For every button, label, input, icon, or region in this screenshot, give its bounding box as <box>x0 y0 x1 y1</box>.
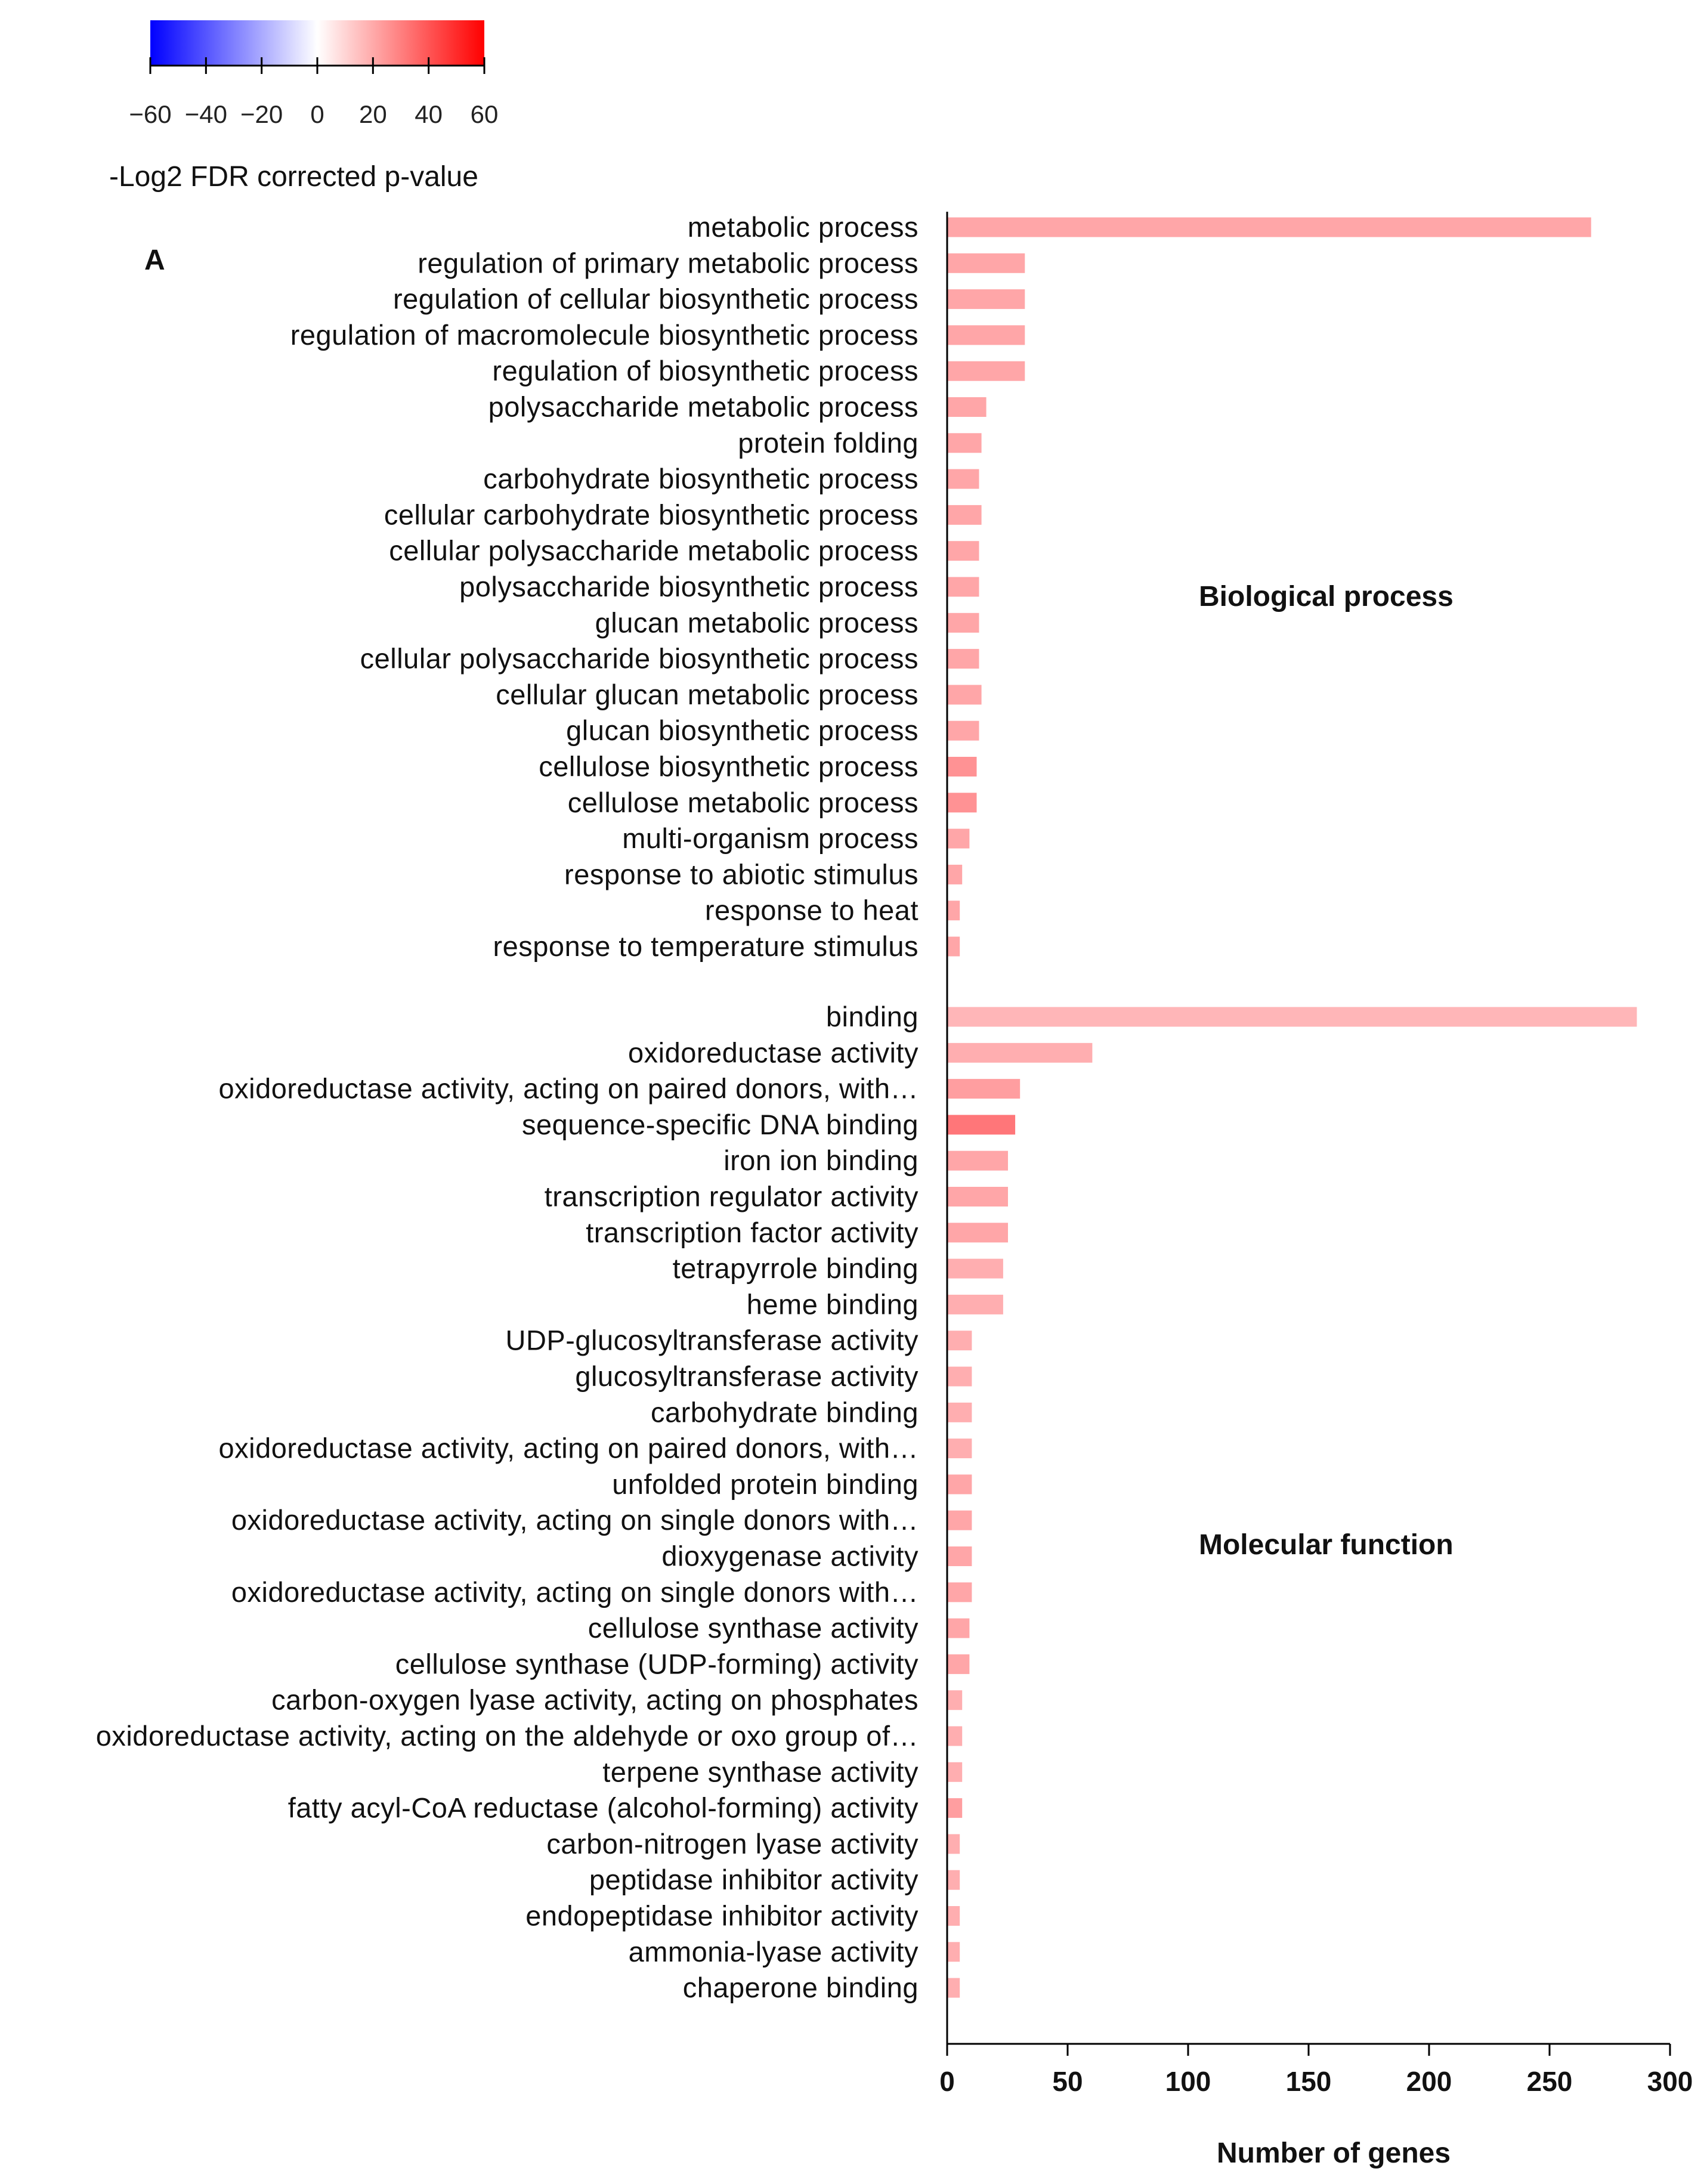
bar-biological-process-12 <box>948 649 979 669</box>
category-label: regulation of macromolecule biosynthetic process <box>290 318 919 351</box>
category-label: oxidoreductase activity, acting on the aldehyde or oxo group of… <box>95 1720 919 1752</box>
bar-biological-process-10 <box>948 577 979 597</box>
bar-biological-process-15 <box>948 757 977 777</box>
bar-molecular-function-25 <box>948 1906 960 1926</box>
panel-label: A <box>144 245 165 276</box>
bar-biological-process-13 <box>948 685 982 704</box>
category-label: tetrapyrrole binding <box>672 1252 919 1285</box>
category-label: cellular polysaccharide metabolic process <box>389 534 919 567</box>
bar-molecular-function-7 <box>948 1259 1003 1279</box>
bar-biological-process-2 <box>948 289 1025 309</box>
category-label: glucosyltransferase activity <box>575 1360 919 1392</box>
category-label: unfolded protein binding <box>612 1468 919 1500</box>
bar-biological-process-5 <box>948 397 987 417</box>
x-tick-label: 200 <box>1406 2066 1452 2097</box>
category-label: polysaccharide metabolic process <box>488 391 919 423</box>
bar-biological-process-17 <box>948 829 969 849</box>
category-label: regulation of cellular biosynthetic process <box>392 283 919 315</box>
category-label: glucan biosynthetic process <box>566 714 919 747</box>
category-label: glucan metabolic process <box>595 607 919 639</box>
bar-biological-process-14 <box>948 721 979 741</box>
bar-molecular-function-8 <box>948 1295 1003 1314</box>
category-label: transcription factor activity <box>586 1216 919 1248</box>
x-tick-label: 50 <box>1052 2066 1083 2097</box>
x-axis-title: Number of genes <box>1216 2137 1451 2169</box>
category-label: carbon-nitrogen lyase activity <box>546 1827 919 1860</box>
x-tick-label: 250 <box>1526 2066 1573 2097</box>
category-label: oxidoreductase activity, acting on paired donors, with… <box>218 1432 919 1464</box>
category-label: multi-organism process <box>622 822 919 855</box>
category-label: regulation of primary metabolic process <box>418 247 919 279</box>
bar-molecular-function-24 <box>948 1870 960 1890</box>
scale-tick-label: −20 <box>240 100 283 128</box>
bar-biological-process-8 <box>948 505 982 525</box>
category-label: ammonia-lyase activity <box>628 1935 919 1968</box>
bar-molecular-function-19 <box>948 1690 962 1710</box>
bar-molecular-function-16 <box>948 1582 972 1602</box>
bar-molecular-function-3 <box>948 1115 1015 1134</box>
category-label: protein folding <box>738 426 919 459</box>
scale-tick-label: −40 <box>184 100 227 128</box>
bar-molecular-function-1 <box>948 1043 1092 1063</box>
category-label: carbohydrate biosynthetic process <box>483 463 919 495</box>
category-label: polysaccharide biosynthetic process <box>459 571 919 602</box>
x-tick-label: 100 <box>1165 2066 1211 2097</box>
category-label: response to heat <box>704 894 919 926</box>
category-label: endopeptidase inhibitor activity <box>525 1900 919 1932</box>
category-label: response to temperature stimulus <box>493 930 919 962</box>
section-label-molecular-function: Molecular function <box>1199 1529 1454 1561</box>
bar-molecular-function-26 <box>948 1942 960 1962</box>
bars-layer <box>948 218 1637 1998</box>
category-label: oxidoreductase activity, acting on paired donors, with… <box>218 1072 919 1105</box>
bar-biological-process-9 <box>948 541 979 561</box>
bar-molecular-function-6 <box>948 1223 1008 1242</box>
bar-biological-process-7 <box>948 469 979 489</box>
category-label: regulation of biosynthetic process <box>492 355 919 387</box>
x-axis <box>939 212 1693 2097</box>
category-label: fatty acyl-CoA reductase (alcohol-forming) activity <box>287 1792 919 1824</box>
category-label: binding <box>825 1001 919 1032</box>
category-label: dioxygenase activity <box>661 1540 919 1572</box>
category-label: oxidoreductase activity, acting on single donors with… <box>231 1576 919 1608</box>
bar-molecular-function-17 <box>948 1619 969 1638</box>
bar-biological-process-20 <box>948 937 960 957</box>
category-label: UDP-glucosyltransferase activity <box>505 1324 919 1356</box>
scale-tick-label: 0 <box>310 100 324 128</box>
bar-molecular-function-23 <box>948 1834 960 1854</box>
bar-biological-process-0 <box>948 218 1591 237</box>
bar-molecular-function-9 <box>948 1331 972 1350</box>
category-label: cellulose synthase (UDP-forming) activity <box>395 1648 919 1680</box>
category-label: carbohydrate binding <box>651 1396 919 1428</box>
category-label: iron ion binding <box>723 1144 919 1177</box>
bar-biological-process-16 <box>948 793 977 812</box>
bar-molecular-function-5 <box>948 1187 1008 1207</box>
category-label: terpene synthase activity <box>602 1756 919 1788</box>
category-label: oxidoreductase activity, acting on single donors with… <box>231 1504 919 1536</box>
bar-molecular-function-4 <box>948 1151 1008 1171</box>
bar-molecular-function-13 <box>948 1474 972 1494</box>
category-label: oxidoreductase activity <box>628 1037 919 1069</box>
bar-biological-process-3 <box>948 325 1025 345</box>
scale-tick-label: 20 <box>358 100 387 128</box>
scale-tick-label: 40 <box>415 100 443 128</box>
category-label: cellular glucan metabolic process <box>496 678 919 710</box>
bar-biological-process-6 <box>948 433 982 453</box>
bar-molecular-function-0 <box>948 1007 1637 1027</box>
bar-biological-process-1 <box>948 253 1025 273</box>
x-tick-label: 0 <box>939 2066 955 2097</box>
bar-biological-process-19 <box>948 901 960 920</box>
bar-molecular-function-2 <box>948 1079 1020 1099</box>
category-label: cellulose synthase activity <box>587 1612 919 1644</box>
color-scale-title: -Log2 FDR corrected p-value <box>109 161 478 193</box>
category-labels-layer <box>96 211 919 2003</box>
category-label: response to abiotic stimulus <box>564 858 919 890</box>
category-label: transcription regulator activity <box>544 1180 919 1212</box>
bar-biological-process-18 <box>948 865 962 884</box>
bar-molecular-function-14 <box>948 1511 972 1530</box>
bar-molecular-function-22 <box>948 1798 962 1818</box>
scale-tick-label: 60 <box>470 100 499 128</box>
bar-molecular-function-10 <box>948 1367 972 1387</box>
bar-molecular-function-11 <box>948 1403 972 1422</box>
x-tick-label: 300 <box>1647 2066 1693 2097</box>
category-label: heme binding <box>746 1288 919 1320</box>
category-label: metabolic process <box>687 211 919 243</box>
category-label: carbon-oxygen lyase activity, acting on phosphates <box>271 1684 919 1716</box>
category-label: cellular polysaccharide biosynthetic process <box>360 642 919 675</box>
section-label-biological-process: Biological process <box>1199 581 1454 612</box>
bar-molecular-function-20 <box>948 1727 962 1746</box>
bar-molecular-function-21 <box>948 1762 962 1782</box>
bar-molecular-function-15 <box>948 1546 972 1566</box>
bar-molecular-function-18 <box>948 1654 969 1674</box>
category-label: peptidase inhibitor activity <box>589 1864 919 1896</box>
bar-biological-process-11 <box>948 613 979 633</box>
bar-molecular-function-27 <box>948 1978 960 1998</box>
category-label: sequence-specific DNA binding <box>521 1108 919 1140</box>
x-tick-label: 150 <box>1285 2066 1332 2097</box>
bar-molecular-function-12 <box>948 1439 972 1458</box>
bar-biological-process-4 <box>948 361 1025 381</box>
color-scale-legend <box>109 20 498 193</box>
scale-tick-label: −60 <box>129 100 172 128</box>
category-label: cellulose biosynthetic process <box>539 750 919 782</box>
category-label: cellular carbohydrate biosynthetic process <box>384 499 919 531</box>
category-label: cellulose metabolic process <box>567 786 919 818</box>
category-label: chaperone binding <box>682 1972 919 2004</box>
